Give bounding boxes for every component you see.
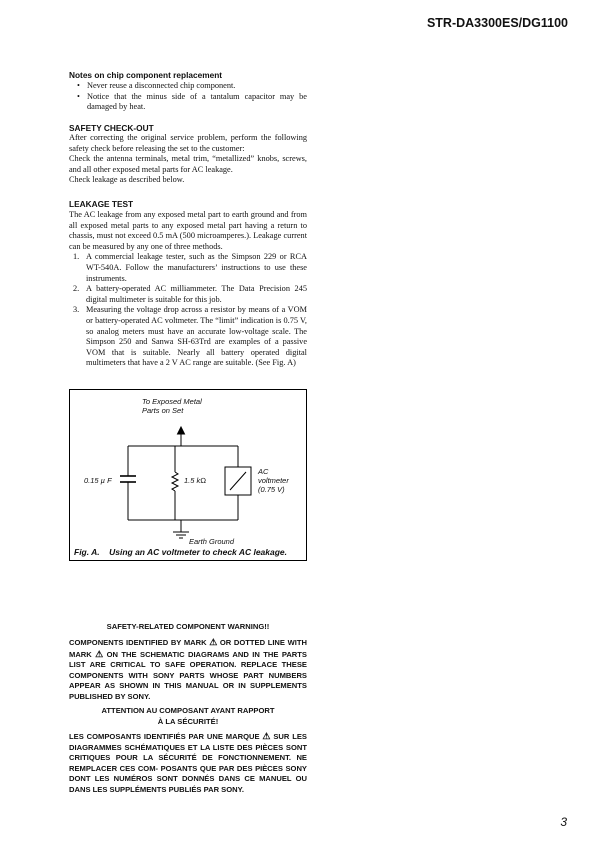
safety-line: Check leakage as described below. [69,175,185,185]
safety-checkout-heading: SAFETY CHECK-OUT [69,123,154,133]
warning-fr-text [69,731,307,796]
arrow-up-icon [178,427,185,434]
method-text: Measuring the voltage drop across a resistor by means of a VOM or battery-operated AC voltmeter. The “limit” indication is 0.75 V, so analog meters must have an accurate low-voltage scale. The Simpson 250 and Sanwa SH-63Trd are examples of a passive VOM that is suitable. Nearly all battery operated digital multimeters that have a 2 V AC range are suitable. (See Fig. A) [86,305,307,368]
method-number: 1. [73,252,80,262]
method-text: A commercial leakage tester, such as the Simpson 229 or RCA WT-540A. Follow the manufacturers’ instructions to use these instruments. [86,252,307,283]
warning-fr-title-line: À LA SÉCURITÉ! [157,716,219,726]
warning-fr-text-part: LES COMPOSANTS IDENTIFIÉS PAR UNE MARQUE [69,732,263,741]
figure-a [69,389,307,561]
warning-fr-title-line: ATTENTION AU COMPOSANT AYANT RAPPORT [101,706,275,715]
leakage-intro: The AC leakage from any exposed metal part to earth ground and from all exposed metal parts to any exposed metal part having a return to chassis, must not exceed 0.5 mA (500 microamperes.). Leakage current can be measured by any one of three methods. [69,210,307,251]
safety-checkout-text [69,133,307,186]
warning-triangle-icon: ⚠ [209,637,218,647]
chip-heading: Notes on chip component replacement [69,70,223,80]
chip-notes-list [69,81,307,113]
warning-triangle-icon: ⚠ [95,648,104,659]
safety-line: Check the antenna terminals, metal trim, “metallized” knobs, screws, and all other exposed metal parts for AC leakage. [69,154,307,174]
leakage-methods-list [69,252,307,369]
voltmeter-label [258,467,289,494]
probe-label-line: To Exposed Metal [142,397,202,406]
voltmeter-label-line: AC [258,467,269,476]
warning-en-text [69,637,307,703]
probe-label [142,397,202,415]
leakage-method [69,284,307,305]
warning-en-text-part: ON THE SCHEMATIC DIAGRAMS AND IN THE PARTS LIST ARE CRITICAL TO SAFE OPERATION. REPLACE THESE COMPONENTS WITH SONY PARTS WHOSE PART NUMBERS APPEAR AS SHOWN IN THIS MANUAL OR IN SUPPLEMENTS PUBLISHED BY SONY. [69,649,307,701]
leakage-section [69,210,307,369]
resistor-label: 1.5 kΩ [184,476,207,485]
leakage-heading: LEAKAGE TEST [69,199,134,209]
chip-note: • Notice that the minus side of a tantalum capacitor may be damaged by heat. [69,92,307,113]
model-number: STR-DA3300ES/DG1100 [426,16,568,30]
warning-fr-text-part: SUR LES DIAGRAMMES SCHÉMATIQUES ET LA LISTE DES PIÈCES SONT CRITIQUES POUR LA SÉCURITÉ DE FONCTIONNEMENT. NE REMPLACER CES COM- POSANTS QUE PAR DES PIÈCES SONY DONT LES NUMÉROS SONT DONNÉS DANS CE MANUEL OU DANS LES SUPPLÉMENTS PUBLIÉS PAR SONY. [69,732,307,794]
warning-en-text-part: COMPONENTS IDENTIFIED BY MARK [69,638,210,647]
leakage-method [69,305,307,369]
chip-note: • Never reuse a disconnected chip component. [69,81,307,92]
method-text: A battery-operated AC milliammeter. The Data Precision 245 digital multimeter is suitable for this job. [86,284,307,304]
leakage-method [69,252,307,284]
page-number: 3 [560,815,567,829]
safety-line: After correcting the original service problem, perform the following safety check before releasing the set to the customer: [69,133,307,153]
ground-label: Earth Ground [189,537,235,546]
warning-fr-title [69,706,307,727]
voltmeter-label-line: voltmeter [258,476,289,485]
voltmeter-label-line: (0.75 V) [258,485,285,494]
capacitor-label: 0.15 µ F [84,476,112,485]
probe-label-line: Parts on Set [142,406,184,415]
warning-triangle-icon: ⚠ [262,731,271,741]
method-number: 3. [73,305,80,315]
warning-en-title: SAFETY-RELATED COMPONENT WARNING!! [106,622,270,631]
voltmeter-needle [230,472,246,490]
method-number: 2. [73,284,80,294]
resistor-zigzag [172,472,178,491]
figure-caption: Fig. A. Using an AC voltmeter to check AC leakage. [74,547,288,557]
warning-en-text-part: OR DOTTED LINE WITH MARK [69,638,307,659]
